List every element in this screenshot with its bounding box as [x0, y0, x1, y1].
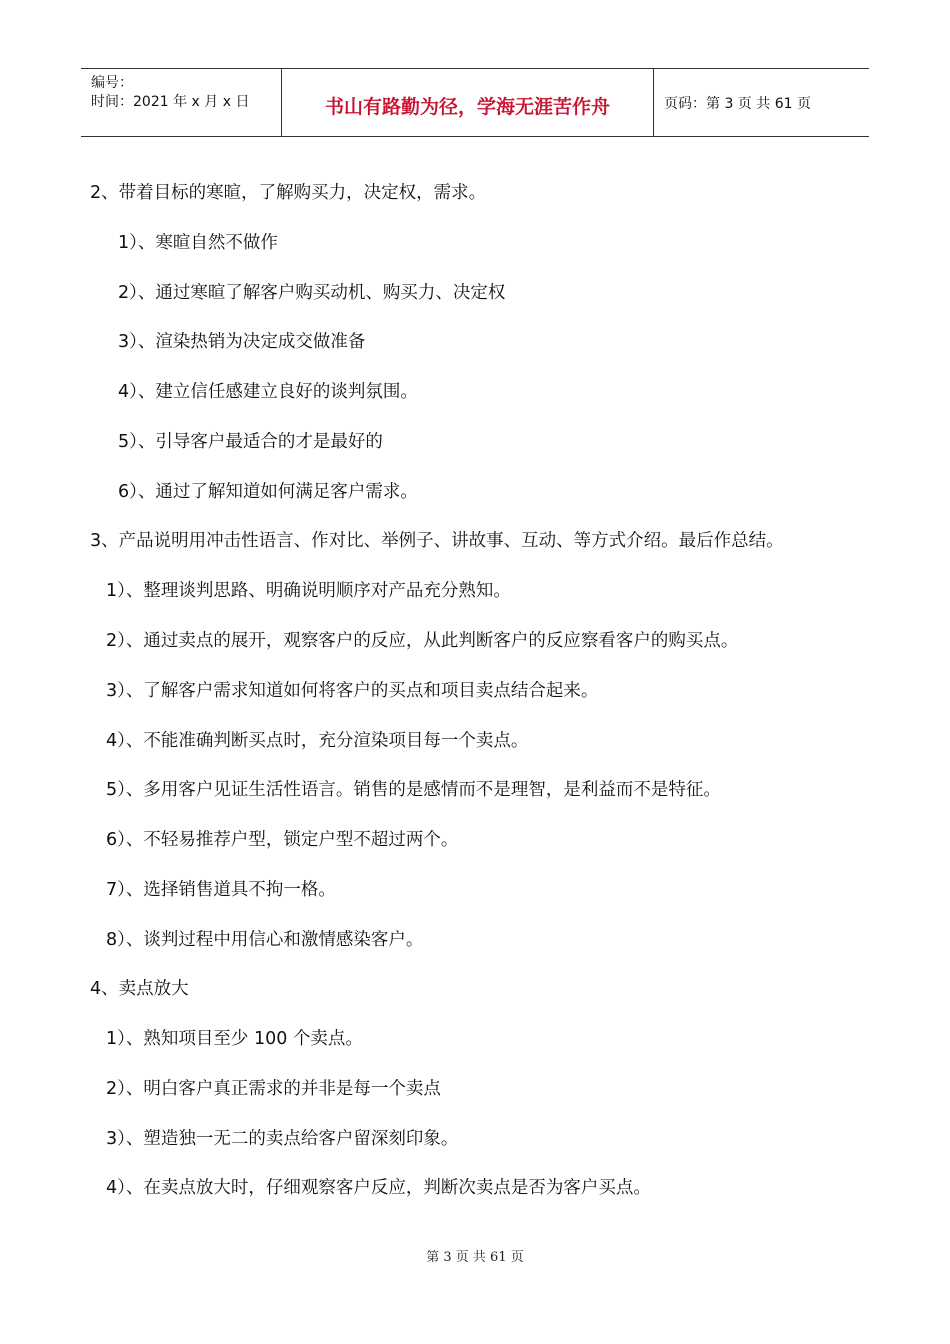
list-item: 3）、了解客户需求知道如何将客户的买点和项目卖点结合起来。: [106, 681, 599, 701]
list-item: 8）、谈判过程中用信心和激情感染客户。: [106, 930, 424, 950]
section-heading: 3、产品说明用冲击性语言、作对比、举例子、讲故事、互动、等方式介绍。最后作总结。: [90, 531, 784, 551]
list-item: 1）、寒暄自然不做作: [118, 233, 278, 253]
list-item: 1）、熟知项目至少 100 个卖点。: [106, 1029, 363, 1049]
list-item: 6）、通过了解知道如何满足客户需求。: [118, 482, 418, 502]
header-page-info: 页码：第 3 页 共 61 页: [664, 96, 811, 112]
list-item: 5）、引导客户最适合的才是最好的: [118, 432, 383, 452]
list-item: 4）、不能准确判断买点时，充分渲染项目每一个卖点。: [106, 731, 529, 751]
document-date: 时间：2021 年 x 月 x 日: [91, 94, 250, 110]
list-item: 3）、塑造独一无二的卖点给客户留深刻印象。: [106, 1129, 459, 1149]
list-item: 4）、在卖点放大时，仔细观察客户反应，判断次卖点是否为客户买点。: [106, 1178, 651, 1198]
list-item: 4）、建立信任感建立良好的谈判氛围。: [118, 382, 418, 402]
list-item: 2）、通过卖点的展开，观察客户的反应，从此判断客户的反应察看客户的购买点。: [106, 631, 739, 651]
document-number-label: 编号：: [91, 75, 133, 91]
document-header: [81, 68, 869, 137]
section-heading: 4、卖点放大: [90, 979, 189, 999]
list-item: 2）、明白客户真正需求的并非是每一个卖点: [106, 1079, 441, 1099]
header-motto: 书山有路勤为径，学海无涯苦作舟: [324, 96, 610, 118]
list-item: 5）、多用客户见证生活性语言。销售的是感情而不是理智，是利益而不是特征。: [106, 780, 721, 800]
list-item: 7）、选择销售道具不拘一格。: [106, 880, 336, 900]
header-page-cell: [654, 69, 869, 136]
list-item: 1）、整理谈判思路、明确说明顺序对产品充分熟知。: [106, 581, 511, 601]
page-footer: 第 3 页 共 61 页: [426, 1250, 524, 1265]
list-item: 2）、通过寒暄了解客户购买动机、购买力、决定权: [118, 283, 506, 303]
list-item: 3）、渲染热销为决定成交做准备: [118, 332, 366, 352]
header-meta-cell: [81, 69, 282, 136]
header-motto-cell: [282, 69, 654, 136]
list-item: 6）、不轻易推荐户型，锁定户型不超过两个。: [106, 830, 459, 850]
section-heading: 2、带着目标的寒暄，了解购买力，决定权，需求。: [90, 183, 487, 203]
